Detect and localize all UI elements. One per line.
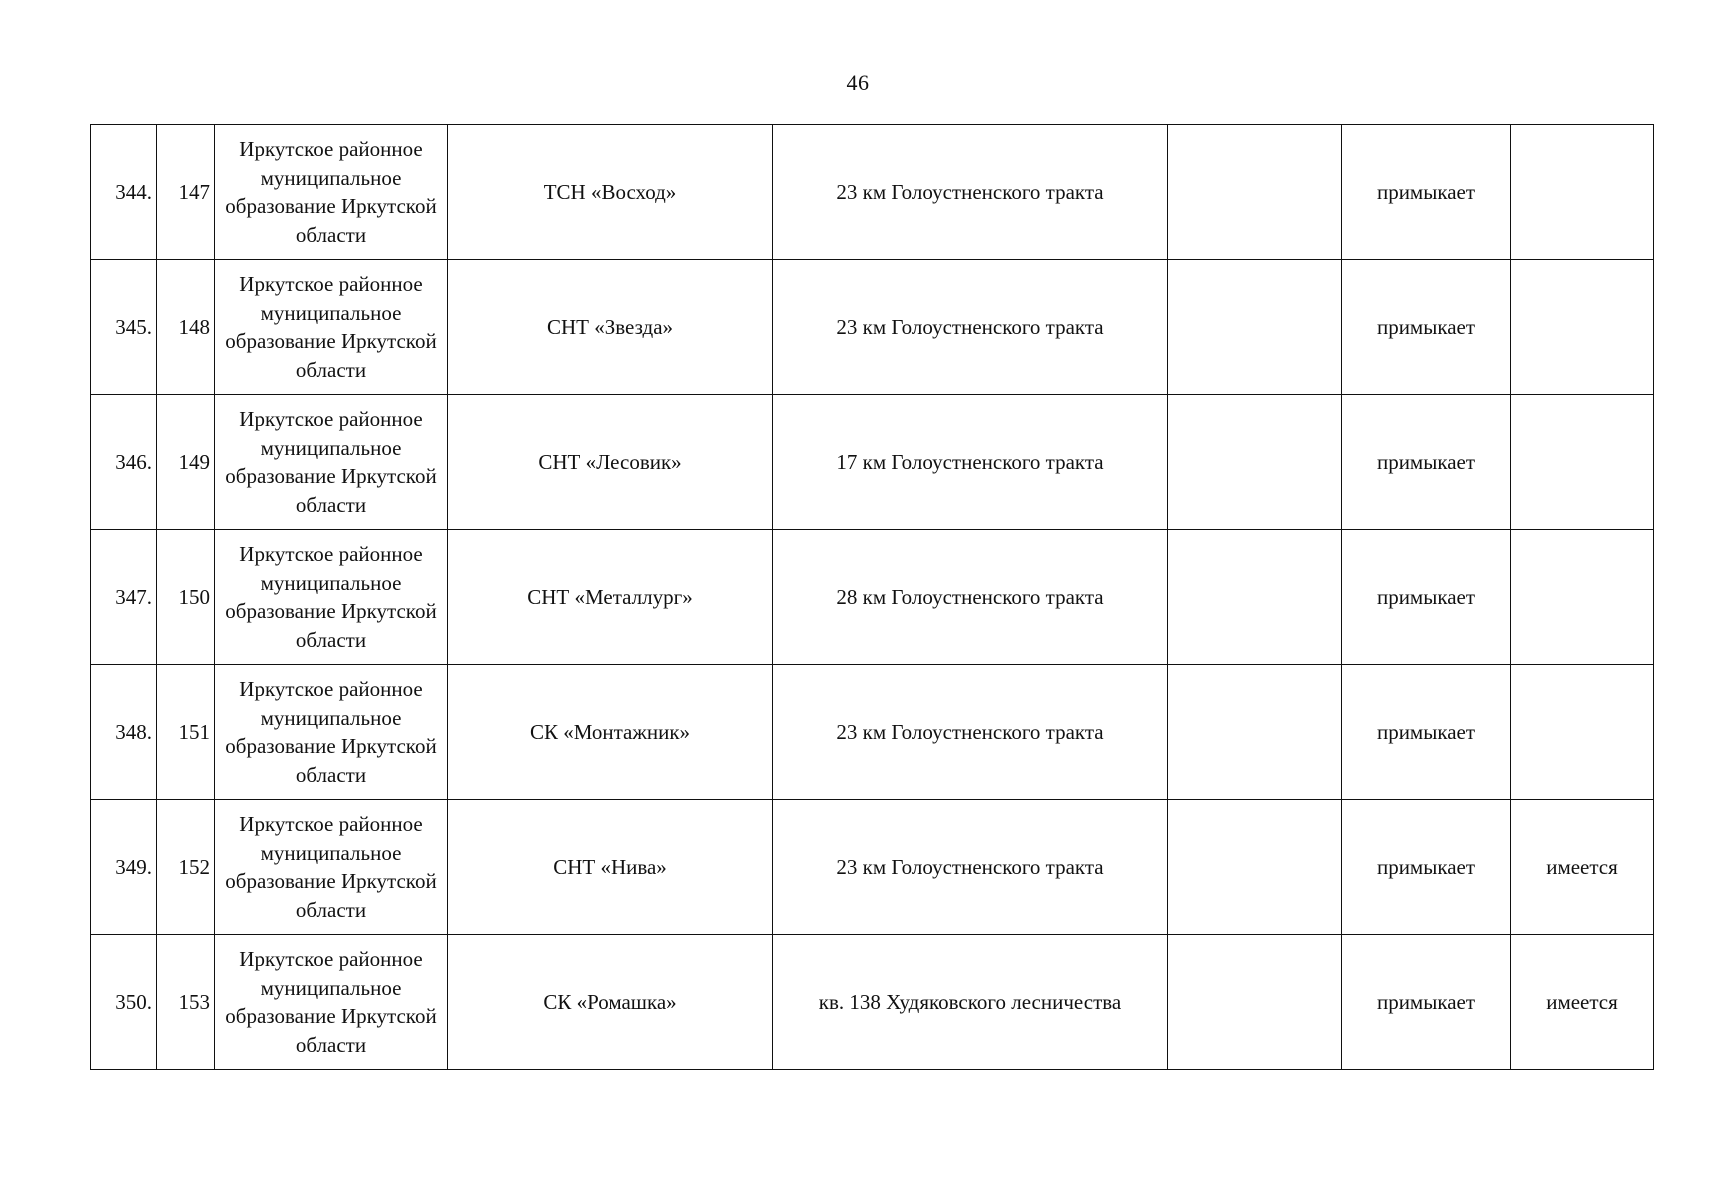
record-id-cell: 150 bbox=[157, 530, 215, 665]
association-name-cell: СНТ «Нива» bbox=[448, 800, 773, 935]
empty-cell bbox=[1168, 530, 1342, 665]
empty-cell bbox=[1168, 665, 1342, 800]
row-number-cell: 344. bbox=[91, 125, 157, 260]
record-id-cell: 151 bbox=[157, 665, 215, 800]
location-cell: 23 км Голоустненского тракта bbox=[773, 125, 1168, 260]
association-name-cell: СК «Ромашка» bbox=[448, 935, 773, 1070]
record-id-cell: 153 bbox=[157, 935, 215, 1070]
road-status-cell: примыкает bbox=[1342, 800, 1511, 935]
availability-cell bbox=[1511, 395, 1654, 530]
table-row bbox=[91, 665, 1654, 800]
record-id-cell: 152 bbox=[157, 800, 215, 935]
municipality-cell: Иркутское районное муниципальное образование Иркутской области bbox=[215, 800, 448, 935]
location-cell: 23 км Голоустненского тракта bbox=[773, 800, 1168, 935]
table-row bbox=[91, 530, 1654, 665]
row-number-cell: 345. bbox=[91, 260, 157, 395]
table-row bbox=[91, 935, 1654, 1070]
municipality-cell: Иркутское районное муниципальное образование Иркутской области bbox=[215, 260, 448, 395]
empty-cell bbox=[1168, 260, 1342, 395]
municipality-cell: Иркутское районное муниципальное образование Иркутской области bbox=[215, 665, 448, 800]
row-number-cell: 346. bbox=[91, 395, 157, 530]
row-number-cell: 347. bbox=[91, 530, 157, 665]
empty-cell bbox=[1168, 125, 1342, 260]
location-cell: 23 км Голоустненского тракта bbox=[773, 260, 1168, 395]
road-status-cell: примыкает bbox=[1342, 665, 1511, 800]
location-cell: 28 км Голоустненского тракта bbox=[773, 530, 1168, 665]
municipality-cell: Иркутское районное муниципальное образование Иркутской области bbox=[215, 530, 448, 665]
municipality-cell: Иркутское районное муниципальное образование Иркутской области bbox=[215, 935, 448, 1070]
association-name-cell: СНТ «Металлург» bbox=[448, 530, 773, 665]
association-name-cell: ТСН «Восход» bbox=[448, 125, 773, 260]
availability-cell bbox=[1511, 125, 1654, 260]
registry-table bbox=[90, 124, 1654, 1070]
table-row bbox=[91, 260, 1654, 395]
record-id-cell: 149 bbox=[157, 395, 215, 530]
empty-cell bbox=[1168, 395, 1342, 530]
empty-cell bbox=[1168, 800, 1342, 935]
availability-cell bbox=[1511, 530, 1654, 665]
location-cell: кв. 138 Худяковского лесничества bbox=[773, 935, 1168, 1070]
availability-cell: имеется bbox=[1511, 800, 1654, 935]
association-name-cell: СНТ «Лесовик» bbox=[448, 395, 773, 530]
association-name-cell: СНТ «Звезда» bbox=[448, 260, 773, 395]
municipality-cell: Иркутское районное муниципальное образование Иркутской области bbox=[215, 125, 448, 260]
empty-cell bbox=[1168, 935, 1342, 1070]
road-status-cell: примыкает bbox=[1342, 530, 1511, 665]
availability-cell bbox=[1511, 665, 1654, 800]
association-name-cell: СК «Монтажник» bbox=[448, 665, 773, 800]
municipality-cell: Иркутское районное муниципальное образование Иркутской области bbox=[215, 395, 448, 530]
road-status-cell: примыкает bbox=[1342, 935, 1511, 1070]
record-id-cell: 147 bbox=[157, 125, 215, 260]
row-number-cell: 349. bbox=[91, 800, 157, 935]
road-status-cell: примыкает bbox=[1342, 395, 1511, 530]
row-number-cell: 350. bbox=[91, 935, 157, 1070]
page-number: 46 bbox=[846, 70, 870, 95]
road-status-cell: примыкает bbox=[1342, 125, 1511, 260]
availability-cell bbox=[1511, 260, 1654, 395]
table-row bbox=[91, 395, 1654, 530]
location-cell: 23 км Голоустненского тракта bbox=[773, 665, 1168, 800]
availability-cell: имеется bbox=[1511, 935, 1654, 1070]
location-cell: 17 км Голоустненского тракта bbox=[773, 395, 1168, 530]
row-number-cell: 348. bbox=[91, 665, 157, 800]
record-id-cell: 148 bbox=[157, 260, 215, 395]
table-row bbox=[91, 800, 1654, 935]
road-status-cell: примыкает bbox=[1342, 260, 1511, 395]
table-row bbox=[91, 125, 1654, 260]
